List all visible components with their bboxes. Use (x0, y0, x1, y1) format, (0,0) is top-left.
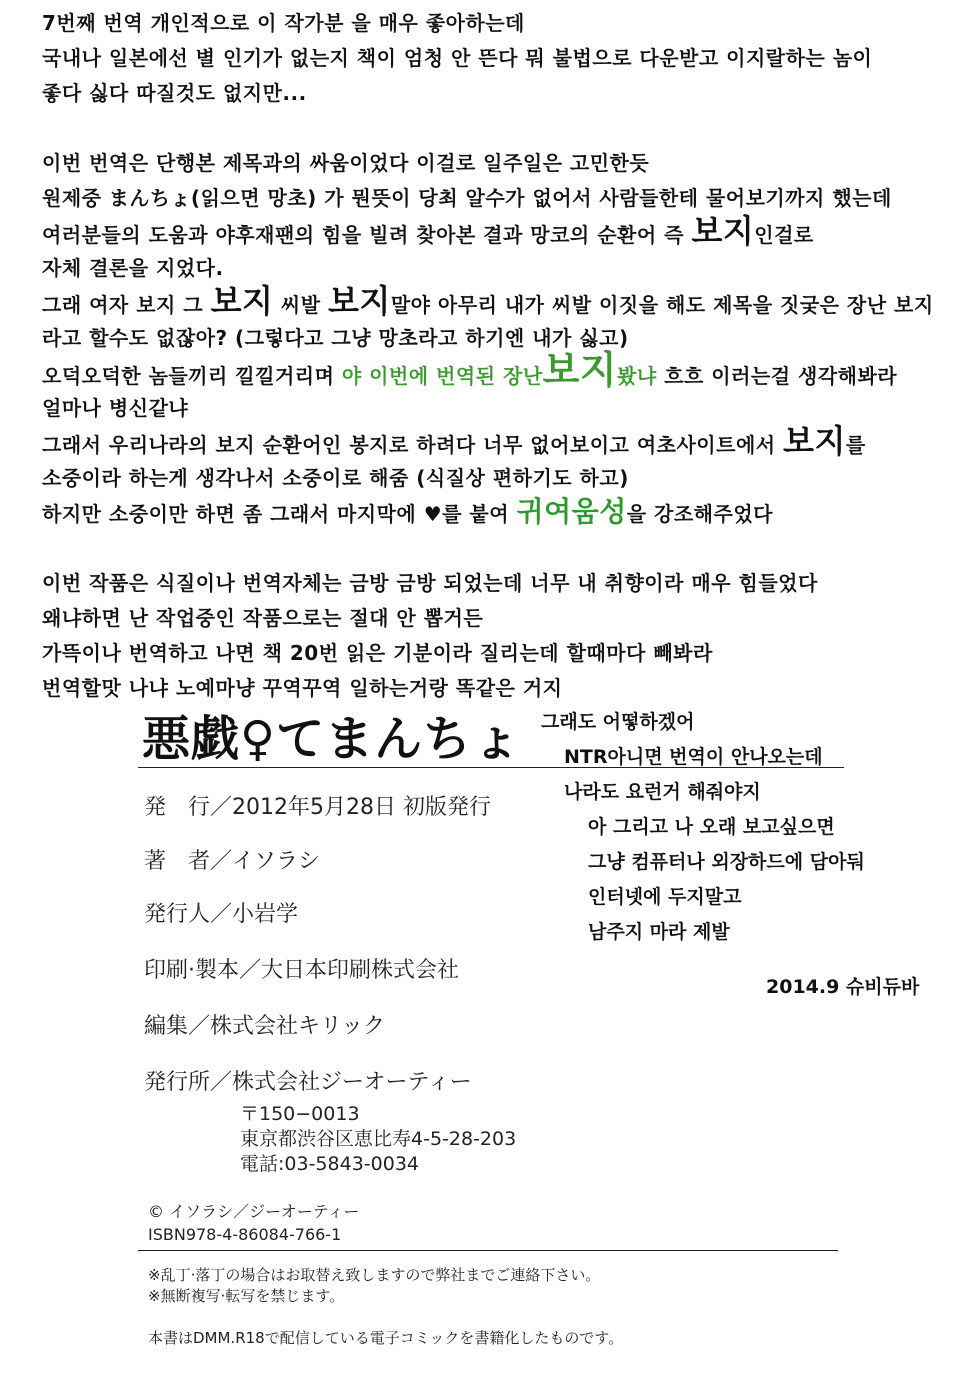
note-line-8 (42, 282, 934, 320)
note-line-10 (42, 348, 898, 392)
notice-dmm: 本書はDMM.R18で配信している電子コミックを書籍化したものです。 (148, 1329, 624, 1347)
note-line-3: 좋다 싫다 따질것도 없지만... (42, 81, 307, 105)
editing: 編集／株式会社キリック (144, 1014, 386, 1039)
green-emphasis-word: 귀여움성 (516, 495, 627, 528)
note-line-16: 왜냐하면 난 작업중인 작품으로는 절대 안 뽑거든 (42, 606, 484, 630)
green-highlight: 봤냐 (617, 364, 657, 388)
note-text: 을 강조해주었다 (626, 502, 773, 526)
side-note-4: 아 그리고 나 오래 보고싶으면 (588, 816, 835, 838)
copyright: © イソラシ／ジーオーティー (148, 1202, 360, 1221)
note-text: 여러분들의 도움과 야후재팬의 힘을 빌려 찾아본 결과 망코의 순환어 즉 (42, 223, 692, 247)
note-line-12 (42, 422, 866, 460)
notice-copy-prohibited: ※無断複写·転写を禁じます。 (148, 1287, 345, 1305)
note-line-7: 자체 결론을 지었다. (42, 256, 224, 280)
note-text: 흐흐 이러는걸 생각해봐라 (656, 364, 898, 388)
note-text: 를 (845, 433, 866, 457)
note-line-11: 얼마나 병신같냐 (42, 396, 189, 420)
green-emphasis-word: 보지 (542, 348, 618, 392)
side-note-1: 그래도 어떻하겠어 (541, 711, 695, 733)
translator-signature: 2014.9 슈비듀바 (766, 976, 920, 998)
note-text: 말야 아무리 내가 씨발 이짓을 해도 제목을 짓궂은 장난 보지 (390, 293, 934, 317)
note-line-15: 이번 작품은 식질이나 번역자체는 금방 금방 되었는데 너무 내 취향이라 매우 힘들었다 (42, 571, 818, 595)
notice-replacement: ※乱丁·落丁の場合はお取替え致しますので弊社までご連絡下さい。 (148, 1266, 601, 1284)
postal-code: 〒150−0013 (240, 1103, 360, 1125)
note-text: 인걸로 (754, 223, 814, 247)
note-line-9: 라고 할수도 없잖아? (그렇다고 그냥 망초라고 하기엔 내가 싫고) (42, 326, 629, 350)
publisher: 発行所／株式会社ジーオーティー (144, 1070, 472, 1095)
note-text: 오덕오덕한 놈들끼리 낄낄거리며 (42, 364, 342, 388)
book-title: 悪戯♀てまんちょ (142, 711, 522, 767)
green-highlight: 야 이번에 번역된 장난 (341, 364, 543, 388)
publisher-person: 発行人／小岩学 (144, 902, 299, 927)
note-text: 그래서 우리나라의 보지 순환어인 봉지로 하려다 너무 없어보이고 여초사이트에서 (42, 433, 784, 457)
note-text: 하지만 소중이만 하면 좀 그래서 마지막에 ♥를 붙여 (42, 502, 517, 526)
publish-date: 発 行／2012年5月28日 初版発行 (144, 795, 491, 820)
side-note-5: 그냥 컴퓨터나 외장하드에 담아둬 (588, 851, 865, 873)
author: 著 者／イソラシ (144, 849, 321, 874)
note-line-13: 소중이라 하는게 생각나서 소중이로 해줌 (식질상 편하기도 하고) (42, 466, 629, 490)
side-note-3: 나라도 요런거 해줘야지 (564, 781, 761, 803)
note-line-14 (42, 497, 773, 529)
note-line-1: 7번째 번역 개인적으로 이 작가분 을 매우 좋아하는데 (42, 11, 525, 35)
emphasis-word: 보지 (691, 212, 755, 250)
emphasis-word: 보지 (783, 422, 846, 460)
side-note-2: NTR아니면 번역이 안나오는데 (564, 746, 823, 768)
bottom-rule (138, 1250, 838, 1251)
note-line-5: 원제중 まんちょ(읽으면 망초) 가 뭔뜻이 당최 알수가 없어서 사람들한테 물어보기까지 했는데 (42, 186, 892, 210)
side-note-6: 인터넷에 두지말고 (588, 886, 742, 908)
printing: 印刷·製本／大日本印刷株式会社 (144, 958, 459, 983)
phone: 電話:03-5843-0034 (240, 1153, 419, 1175)
note-line-17: 가뜩이나 번역하고 나면 책 20번 읽은 기분이라 질리는데 할때마다 빼봐라 (42, 641, 713, 665)
note-line-4: 이번 번역은 단행본 제목과의 싸움이었다 이걸로 일주일은 고민한듯 (42, 151, 650, 175)
note-line-18: 번역할맛 나냐 노예마냥 꾸역꾸역 일하는거랑 똑같은 거지 (42, 676, 563, 700)
address: 東京都渋谷区恵比寿4-5-28-203 (240, 1128, 517, 1150)
side-note-7: 남주지 마라 제발 (588, 921, 730, 943)
emphasis-word: 보지 (210, 282, 274, 320)
note-text: 씨발 (273, 293, 328, 317)
note-line-2: 국내나 일본에선 별 인기가 없는지 책이 엄청 안 뜬다 뭐 불법으로 다운받고 이지랄하는 놈이 (42, 46, 873, 70)
emphasis-word: 보지 (328, 282, 391, 320)
note-text: 그래 여자 보지 그 (42, 293, 211, 317)
isbn: ISBN978-4-86084-766-1 (148, 1225, 342, 1244)
note-line-6 (42, 212, 814, 250)
